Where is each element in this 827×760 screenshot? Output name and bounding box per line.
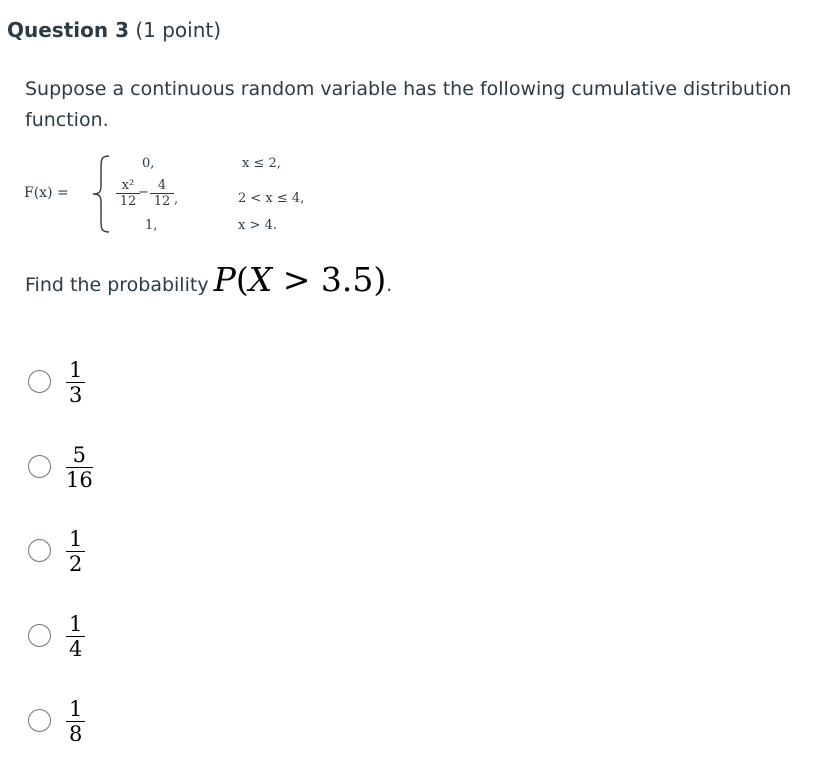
- case1-fraction-1-numerator: x²: [116, 178, 140, 194]
- question-points: (1 point): [135, 18, 222, 42]
- answer-fraction: [66, 697, 85, 746]
- answer-option-3[interactable]: [28, 527, 228, 581]
- case1-fraction-2: [150, 178, 174, 209]
- fraction-numerator: 1: [66, 358, 85, 383]
- find-probability: [25, 260, 392, 310]
- find-period: .: [386, 274, 393, 296]
- fraction-denominator: 3: [69, 383, 83, 407]
- case1-fraction-2-denominator: 12: [153, 194, 171, 209]
- fraction-denominator: 8: [69, 722, 83, 746]
- radio-button[interactable]: [28, 539, 51, 562]
- fraction-denominator: 2: [69, 552, 83, 576]
- case2-condition: x > 4.: [238, 218, 277, 233]
- answer-option-2[interactable]: [28, 443, 228, 497]
- radio-button[interactable]: [28, 624, 51, 647]
- answer-option-5[interactable]: [28, 697, 228, 751]
- case1-comma: ,: [174, 192, 179, 207]
- answer-fraction: [66, 443, 93, 492]
- question-title: Question 3: [7, 18, 129, 42]
- fraction-numerator: 1: [66, 697, 85, 722]
- answer-option-1[interactable]: [28, 358, 228, 412]
- fraction-numerator: 1: [66, 527, 85, 552]
- case0-value: 0,: [142, 156, 155, 171]
- cdf-formula: [24, 150, 324, 245]
- cdf-lhs: F(x) =: [24, 185, 69, 201]
- answer-fraction: [66, 527, 85, 576]
- probability-expression: [214, 260, 387, 299]
- math-open-paren: (: [235, 260, 249, 299]
- radio-button[interactable]: [28, 370, 51, 393]
- fraction-denominator: 16: [66, 468, 93, 492]
- case1-fraction-1-denominator: 12: [119, 194, 137, 209]
- case1-condition: 2 < x ≤ 4,: [238, 191, 305, 206]
- fraction-numerator: 5: [66, 443, 93, 468]
- math-rest: > 3.5): [272, 260, 387, 299]
- left-brace-icon: [89, 154, 113, 234]
- math-p: P: [213, 260, 236, 299]
- question-header: [7, 18, 221, 42]
- answer-fraction: [66, 358, 85, 407]
- case1-minus: −: [138, 185, 149, 200]
- radio-button[interactable]: [28, 455, 51, 478]
- question-prompt: Suppose a continuous random variable has the following cumulative distribution function.: [25, 78, 792, 131]
- find-text: Find the probability: [25, 274, 209, 296]
- case0-condition: x ≤ 2,: [242, 156, 281, 171]
- case2-value: 1,: [145, 218, 158, 233]
- answer-fraction: [66, 612, 85, 661]
- case1-fraction-1: [116, 178, 140, 209]
- math-x: X: [248, 260, 273, 299]
- radio-button[interactable]: [28, 709, 51, 732]
- answer-option-4[interactable]: [28, 612, 228, 666]
- case1-fraction-2-numerator: 4: [150, 178, 174, 194]
- fraction-denominator: 4: [69, 637, 83, 661]
- fraction-numerator: 1: [66, 612, 85, 637]
